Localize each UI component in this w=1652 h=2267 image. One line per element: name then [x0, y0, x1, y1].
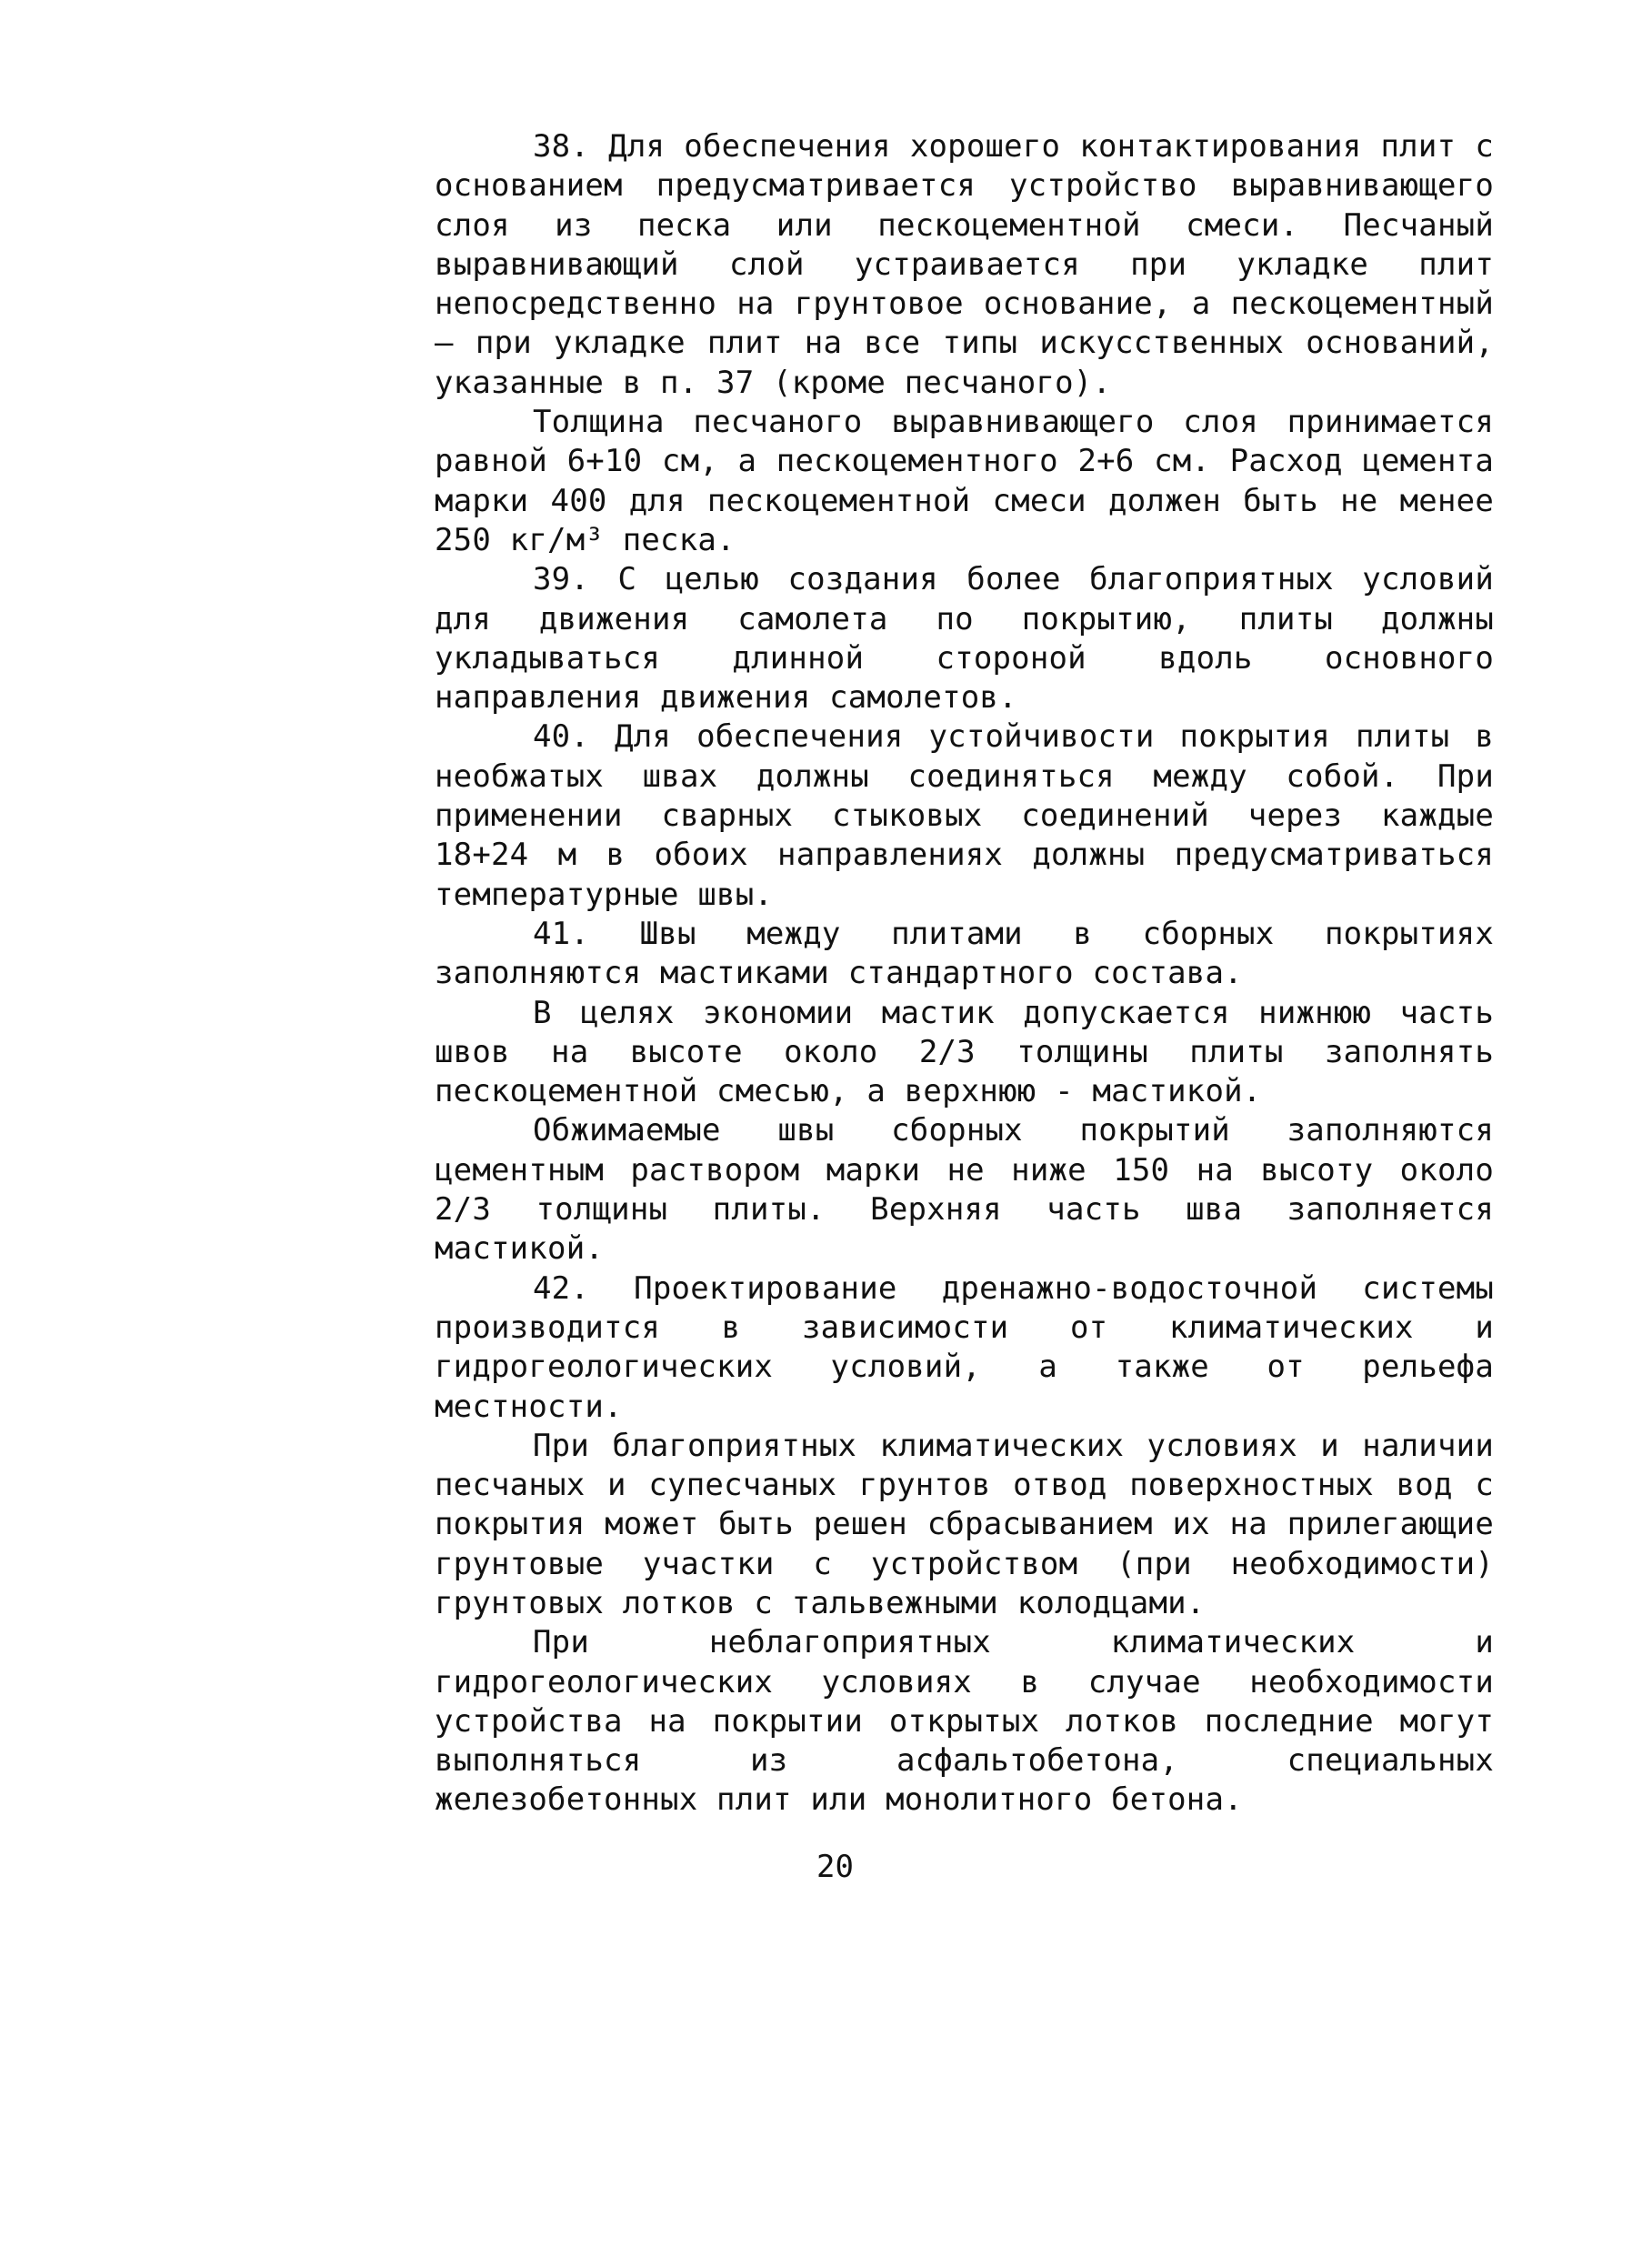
paragraph-38: 38. Для обеспечения хорошего контактирования плит с основанием предусматривается устройство выравнивающего слоя из песка или пескоцементной смеси. Песчаный выравнивающий слой устраивается при укладке плит непосредственно на грунтовое основание, а пескоцементный — при укладке плит на все типы искусственных оснований, указанные в п. 37 (кроме песчаного).: [435, 128, 1494, 401]
paragraph-42-favorable: При благоприятных климатических условиях и наличии песчаных и супесчаных грунтов отвод поверхностных вод с покрытия может быть решен сбрасыванием их на прилегающие грунтовые участки с устройством (при необходимости) грунтовых лотков с тальвежными колодцами.: [435, 1427, 1494, 1621]
paragraph-42: 42. Проектирование дренажно-водосточной системы производится в зависимости от климатических и гидрогеологических условий, а также от рельефа местности.: [435, 1269, 1494, 1425]
page-number: 20: [816, 1849, 854, 1885]
paragraph-38-thickness: Толщина песчаного выравнивающего слоя принимается равной 6+10 см, а пескоцементного 2+6 см. Расход цемента марки 400 для пескоцементной смеси должен быть не менее 250 кг/м³ песка.: [435, 404, 1494, 558]
paragraph-41: 41. Швы между плитами в сборных покрытиях заполняются мастиками стандартного состава.: [435, 915, 1494, 992]
document-body: [435, 127, 1494, 1821]
paragraph-41-compressed-joints: Обжимаемые швы сборных покрытий заполняются цементным раствором марки не ниже 150 на высоту около 2/3 толщины плиты. Верхняя часть шва заполняется мастикой.: [435, 1112, 1494, 1268]
page-number-container: [0, 1848, 1652, 1887]
paragraph-40: 40. Для обеспечения устойчивости покрытия плиты в необжатых швах должны соединяться между собой. При применении сварных стыковых соединений через каждые 18+24 м в обоих направлениях должны предусматриваться температурные швы.: [435, 718, 1494, 913]
paragraph-42-unfavorable: При неблагоприятных климатических и гидрогеологических условиях в случае необходимости устройства на покрытии открытых лотков последние могут выполняться из асфальтобетона, специальных железобетонных плит или монолитного бетона.: [435, 1624, 1494, 1819]
paragraph-41-economy: В целях экономии мастик допускается нижнюю часть швов на высоте около 2/3 толщины плиты заполнять пескоцементной смесью, а верхнюю - мастикой.: [435, 994, 1494, 1110]
paragraph-39: 39. С целью создания более благоприятных условий для движения самолета по покрытию, плиты должны укладываться длинной стороной вдоль основного направления движения самолетов.: [435, 561, 1494, 717]
